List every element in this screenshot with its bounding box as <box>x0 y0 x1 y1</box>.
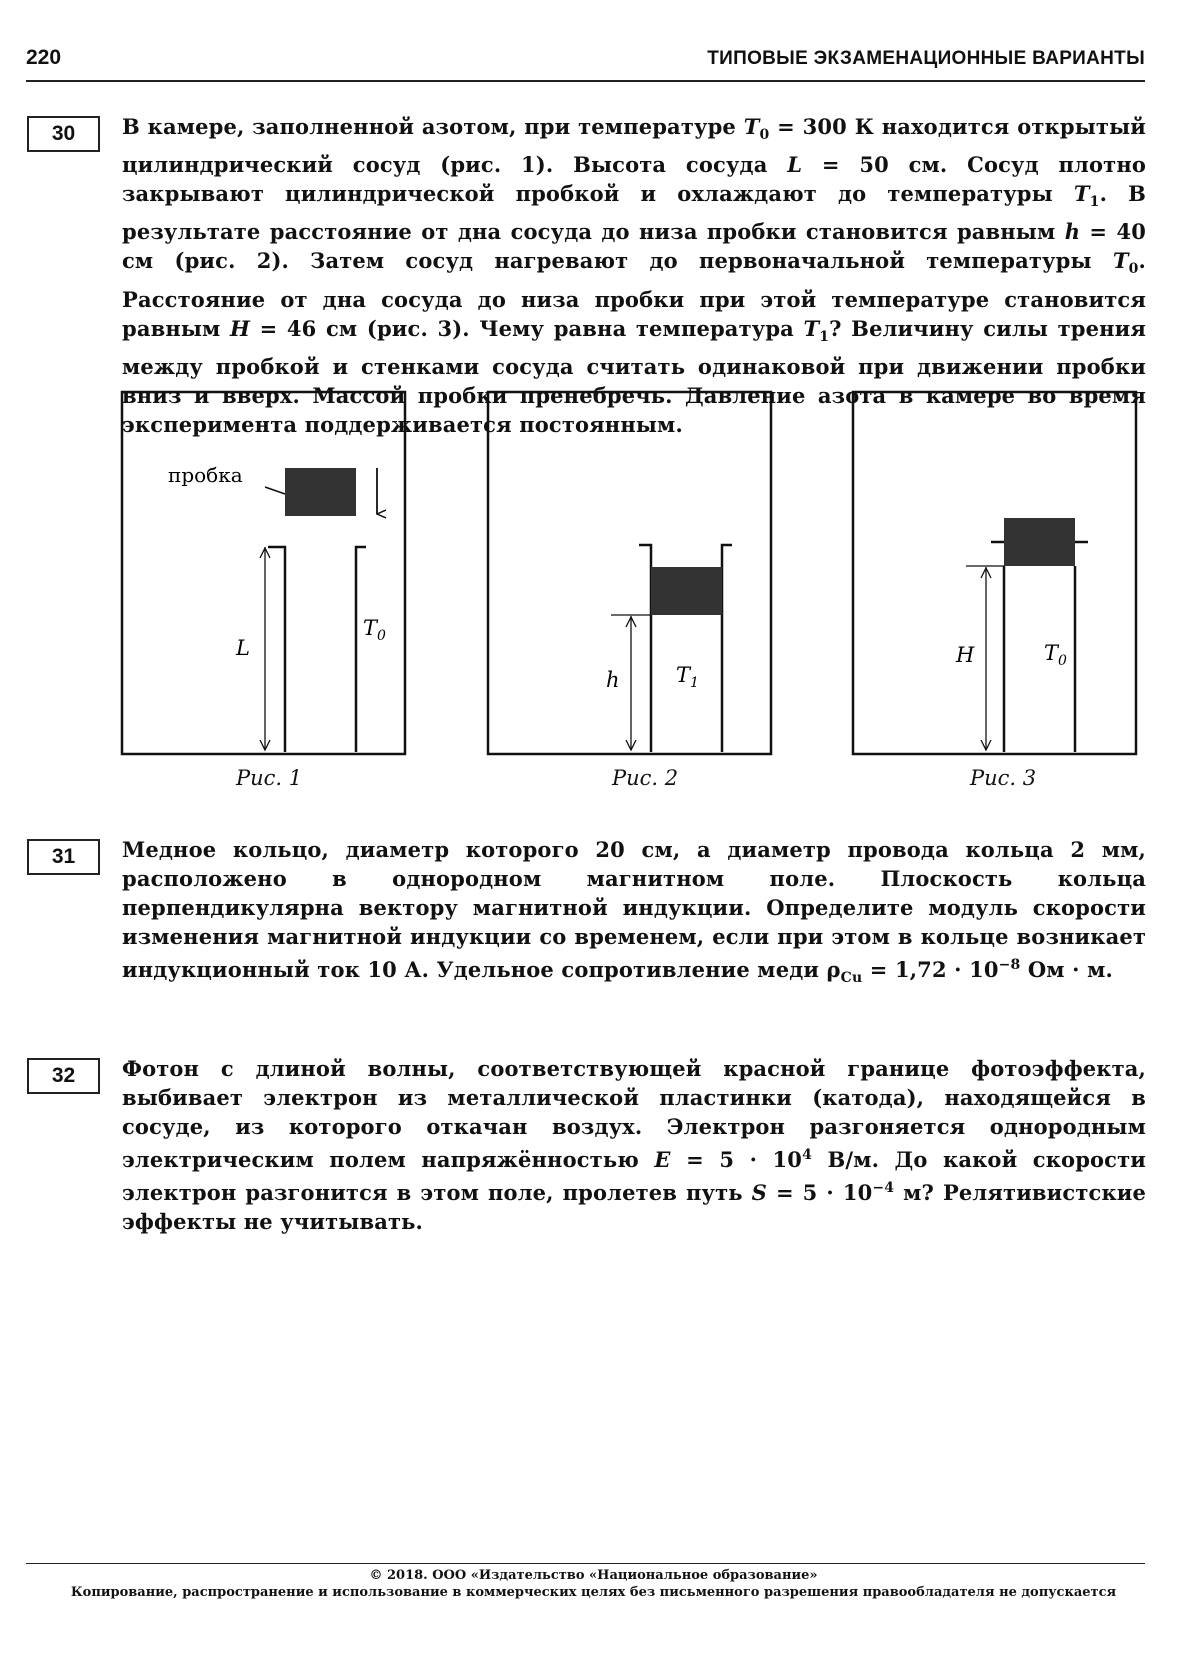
chamber-outline <box>488 392 771 754</box>
cork <box>651 567 722 615</box>
figure-3 <box>851 390 1141 760</box>
running-header-title: ТИПОВЫЕ ЭКЗАМЕНАЦИОННЫЕ ВАРИАНТЫ <box>707 48 1145 69</box>
chamber-outline <box>853 392 1136 754</box>
height-label-h: h <box>606 668 620 692</box>
question-31-number: 31 <box>27 839 100 875</box>
svg-text:T0: $T_0$ <box>363 616 386 644</box>
svg-text:T0: $T_0$ <box>1044 641 1067 669</box>
figure-2-caption: Рис. 2 <box>612 766 679 790</box>
height-label-L: L <box>236 636 250 660</box>
figure-3-caption: Рис. 3 <box>970 766 1037 790</box>
question-30-number: 30 <box>27 116 100 152</box>
temp-label: T <box>1044 641 1059 665</box>
footer-notice: Копирование, распространение и использование в коммерческих целях без письменного разрешения правообладателя не допускается <box>70 1585 1117 1600</box>
cork <box>1004 518 1075 566</box>
chamber-outline <box>122 392 405 754</box>
header-divider <box>26 80 1145 82</box>
figure-2 <box>486 390 776 760</box>
question-30-text: В камере, заполненной азотом, при температуре $T_0 = 300$ К находится открытый цилиндрический сосуд (рис. 1). Высота сосуда L = 50 см. Сосуд плотно закрывают цилиндрической пробкой и охлаждают до температуры $T_1$. В результате расстояние от дна сосуда до низа пробки становится равным h = 40 см (рис. 2). Затем сосуд нагревают до первоначальной температуры $T_0$. Расстояние от дна сосуда до низа пробки при этой температуре становится равным H = 46 см (рис. 3). Чему равна температура $T_1$? Величину силы трения между пробкой и стенками сосуда считать одинаковой при движении пробки вниз и вверх. Массой пробки пренебречь. Давление азота в камере во время эксперимента поддерживается постоянным. <box>122 114 1146 437</box>
temp-label: T <box>363 616 378 640</box>
question-32-text: Фотон с длиной волны, соответствующей красной границе фотоэффекта, выбивает электрон из металлической пластинки (катода), находящейся в сосуде, из которого откачан воздух. Электрон разгоняется однородным электрическим полем напряжённостью $E = 5 \cdot 10^4$ В/м. До какой скорости электрон разгонится в этом поле, пролетев путь $S = 5 \cdot 10^{-4}$ м? Релятивистские эффекты не учитывать. <box>122 1056 1147 1234</box>
svg-text:T1: $T_1$ <box>676 663 699 691</box>
height-label-H: H <box>956 643 975 667</box>
vessel-right-wall <box>722 545 732 752</box>
figure-1-caption: Рис. 1 <box>236 766 303 790</box>
vessel-left-wall <box>639 545 651 752</box>
vessel-left-wall <box>268 547 285 752</box>
question-31-text: Медное кольцо, диаметр которого 20 см, а диаметр провода кольца 2 мм, расположено в однородном магнитном поле. Плоскость кольца перпендикулярна вектору магнитной индукции. Определите модуль скорости изменения магнитной индукции со временем, если при этом в кольце возникает индукционный ток 10 А. Удельное сопротивление меди $\rho_{Cu} = 1,72 \cdot 10^{-8}$ Ом · м. <box>122 837 1146 987</box>
cork <box>285 468 356 516</box>
temp-label: T <box>676 663 691 687</box>
footer-copyright: © 2018. ООО «Издательство «Национальное образование» <box>369 1568 818 1583</box>
cork-label: пробка <box>168 463 243 487</box>
vessel-right-wall <box>356 547 366 752</box>
question-32-number: 32 <box>27 1058 100 1094</box>
footer-divider <box>26 1563 1145 1564</box>
page-number: 220 <box>26 46 62 69</box>
figure-1 <box>120 390 410 760</box>
